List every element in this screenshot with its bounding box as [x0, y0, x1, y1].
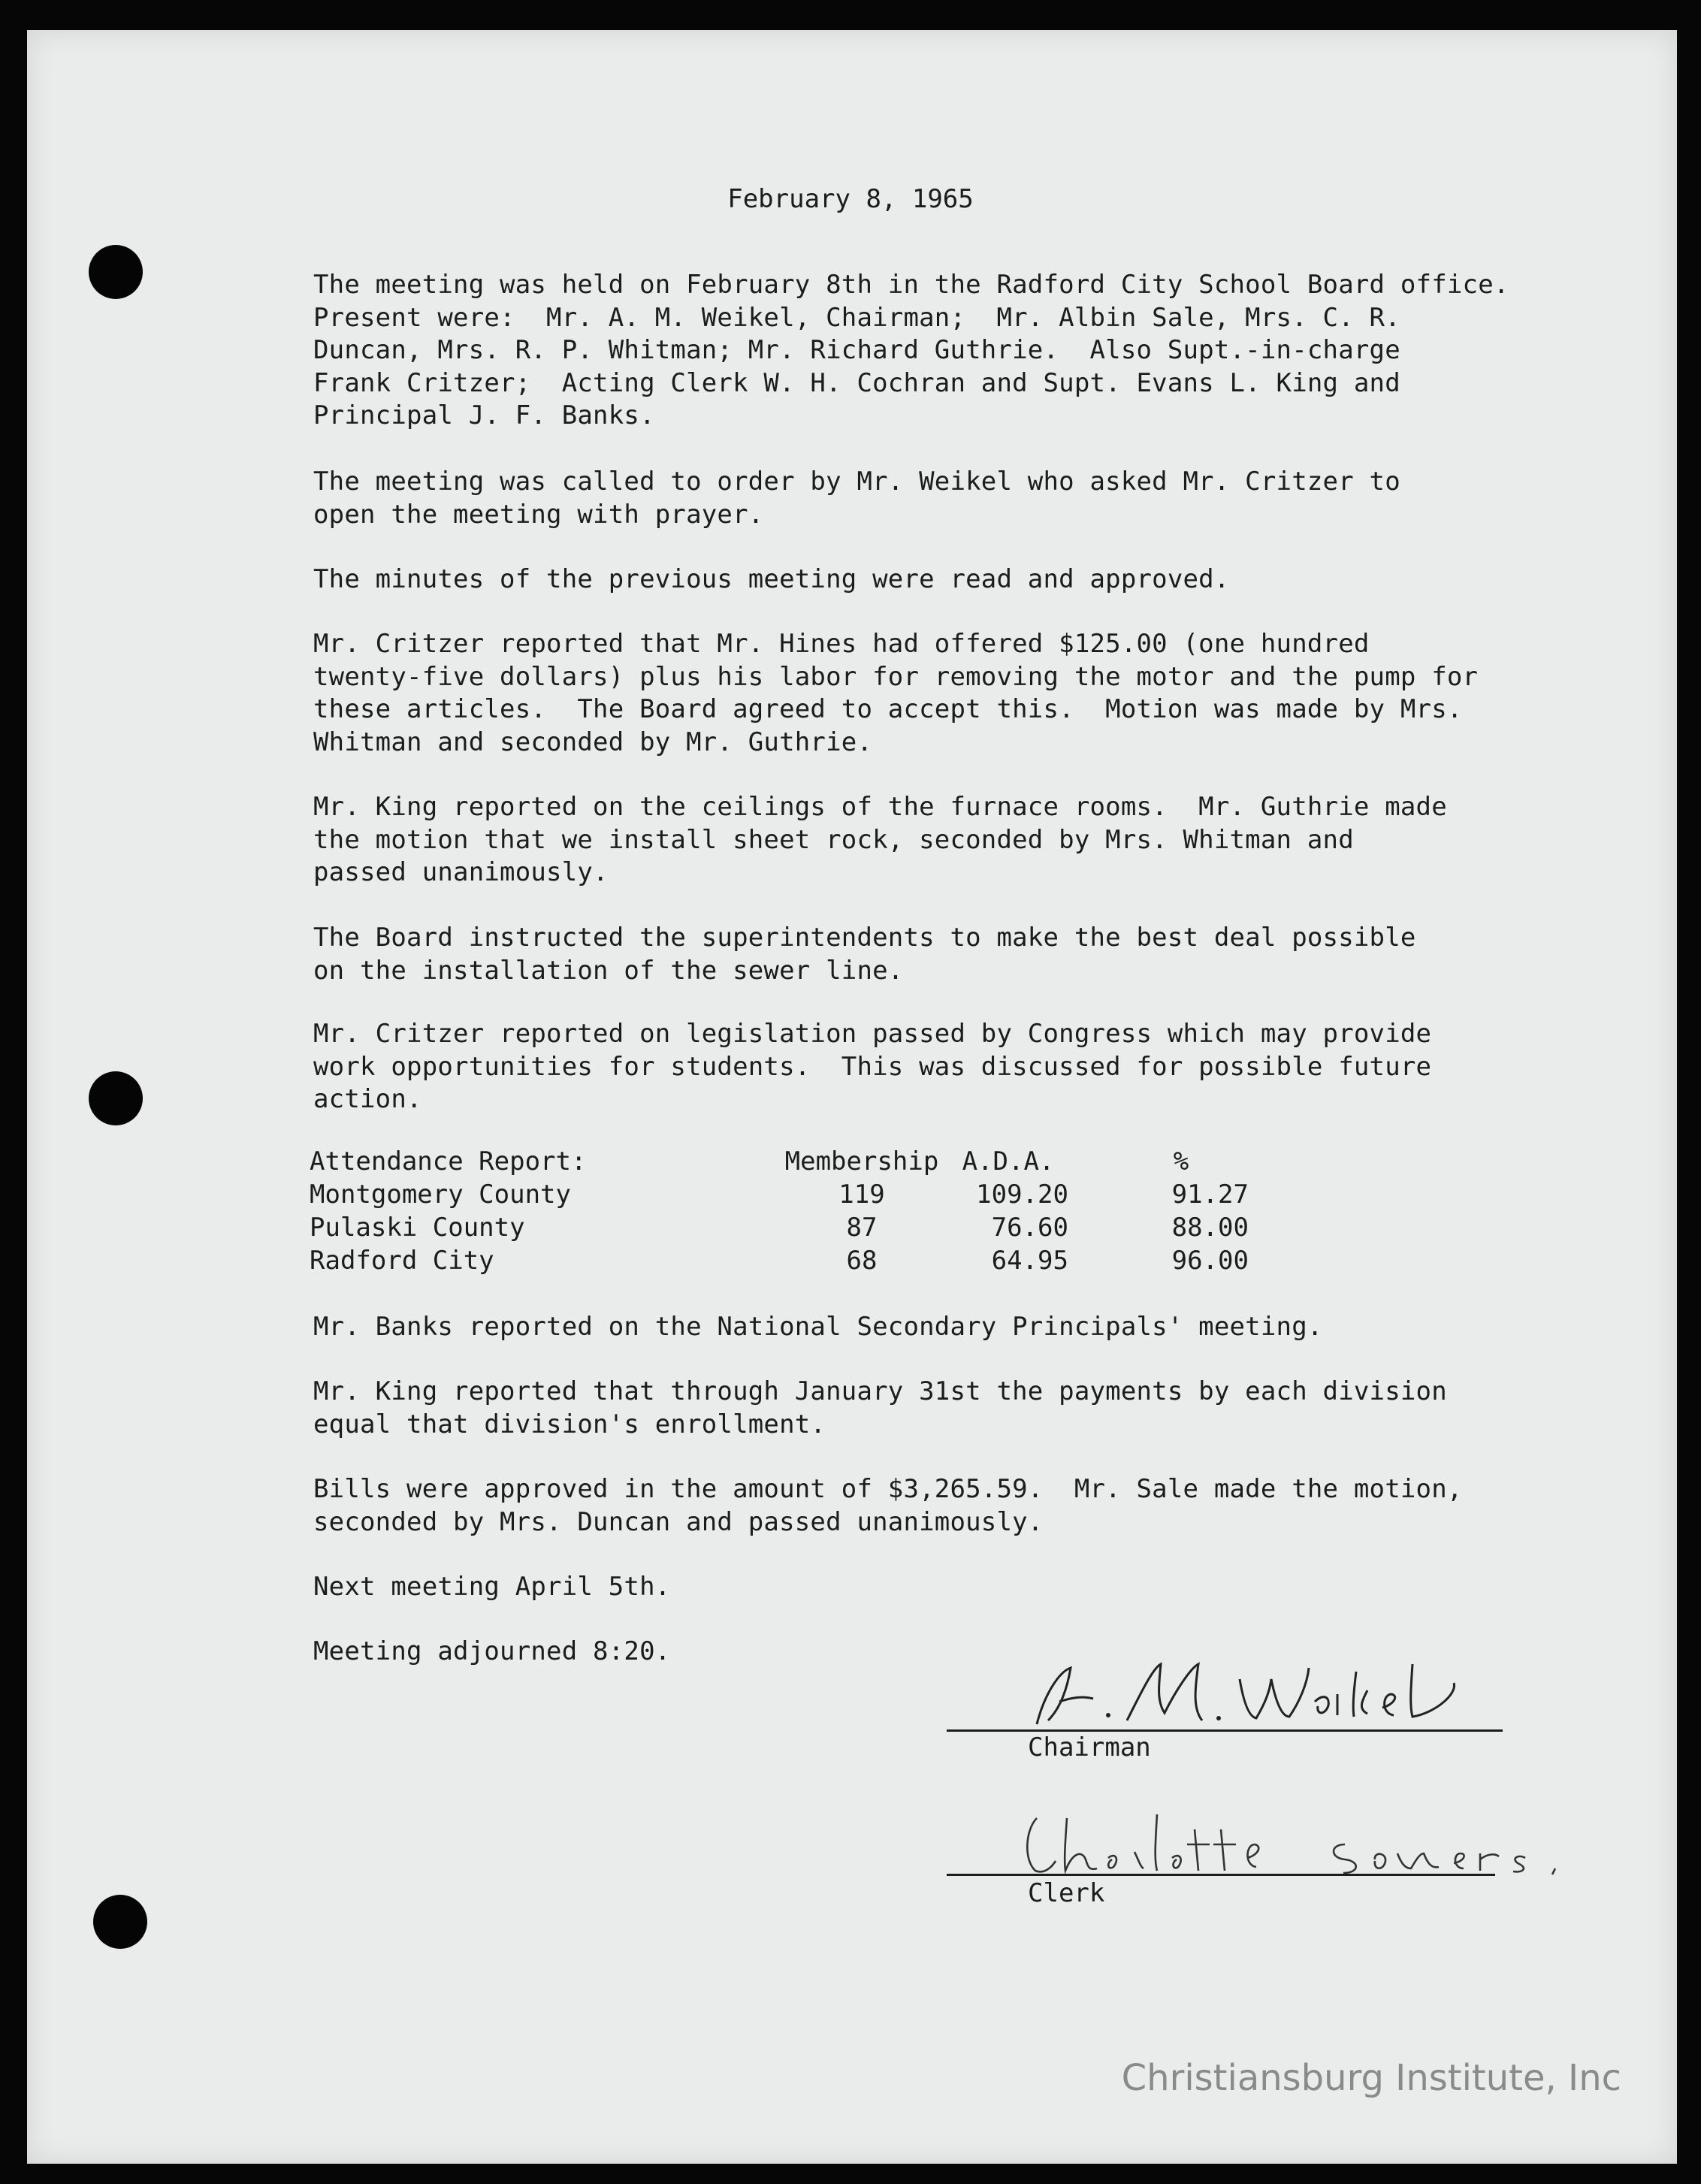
punch-hole-top [89, 245, 143, 299]
paragraph-sewer-line: The Board instructed the superintendents to make the best deal possible on the installation of the sewer line. [313, 923, 1416, 986]
percent-value: 91.27 [1171, 1180, 1249, 1210]
paragraph-next-meeting: Next meeting April 5th. [313, 1572, 671, 1602]
county-name: Radford City [310, 1246, 494, 1276]
percent-header: % [1173, 1146, 1189, 1177]
membership-value: 68 [846, 1246, 878, 1276]
clerk-label: Clerk [1028, 1878, 1105, 1908]
table-row [310, 1244, 1249, 1277]
county-name: Pulaski County [310, 1213, 525, 1243]
chairman-signature-image [1014, 1649, 1555, 1739]
table-row [310, 1178, 1249, 1211]
paragraph-legislation: Mr. Critzer reported on legislation passed by Congress which may provide work opportunities for students. This was discussed for possible future action. [313, 1019, 1432, 1114]
chairman-label: Chairman [1028, 1732, 1151, 1763]
attendance-table [310, 1145, 1249, 1277]
attendance-header: Attendance Report: [310, 1146, 587, 1177]
document-date: February 8, 1965 [727, 184, 974, 214]
ada-value: 76.60 [991, 1213, 1068, 1243]
paragraph-attendees: The meeting was held on February 8th in the Radford City School Board office. Present were: Mr. A. M. Weikel, Chairman; Mr. Albin Sale, Mrs. C. R. Duncan, Mrs. R. P. Whitman; Mr. Richard Guthrie. Also Supt.-in-charge Frank Critzer; Acting Clerk W. H. Cochran and Supt. Evans L. King and Principal J. F. Banks. [313, 270, 1509, 430]
ada-header: A.D.A. [962, 1146, 1055, 1177]
clerk-signature-line [947, 1874, 1495, 1876]
membership-value: 119 [838, 1180, 885, 1210]
membership-value: 87 [846, 1213, 878, 1243]
paragraph-bills: Bills were approved in the amount of $3,265.59. Mr. Sale made the motion, seconded by Mrs. Duncan and passed unanimously. [313, 1474, 1463, 1537]
punch-hole-middle [89, 1071, 143, 1125]
paragraph-banks-report: Mr. Banks reported on the National Secondary Principals' meeting. [313, 1312, 1323, 1342]
percent-value: 88.00 [1171, 1213, 1249, 1243]
clerk-signature-image [1014, 1799, 1600, 1882]
chairman-signature-line [947, 1729, 1503, 1732]
percent-value: 96.00 [1171, 1246, 1249, 1276]
paragraph-ceilings: Mr. King reported on the ceilings of the furnace rooms. Mr. Guthrie made the motion that we install sheet rock, seconded by Mrs. Whitman and passed unanimously. [313, 792, 1447, 887]
ada-value: 64.95 [991, 1246, 1068, 1276]
paragraph-minutes: The minutes of the previous meeting were read and approved. [313, 564, 1230, 594]
ada-value: 109.20 [976, 1180, 1068, 1210]
watermark: Christiansburg Institute, Inc [1121, 2057, 1621, 2099]
county-name: Montgomery County [310, 1180, 571, 1210]
attendance-header-row [310, 1145, 1249, 1178]
paragraph-adjourned: Meeting adjourned 8:20. [313, 1636, 671, 1666]
table-row [310, 1211, 1249, 1244]
paragraph-hines-offer: Mr. Critzer reported that Mr. Hines had offered $125.00 (one hundred twenty-five dollars) plus his labor for removing the motor and the pump for these articles. The Board agreed to accept this. Motion was made by Mrs. Whitman and seconded by Mr. Guthrie. [313, 629, 1479, 757]
paragraph-payments: Mr. King reported that through January 31st the payments by each division equal that division's enrollment. [313, 1376, 1447, 1439]
punch-hole-bottom [93, 1895, 147, 1949]
membership-header: Membership [784, 1146, 939, 1177]
paragraph-call-to-order: The meeting was called to order by Mr. Weikel who asked Mr. Critzer to open the meeting with prayer. [313, 467, 1400, 530]
